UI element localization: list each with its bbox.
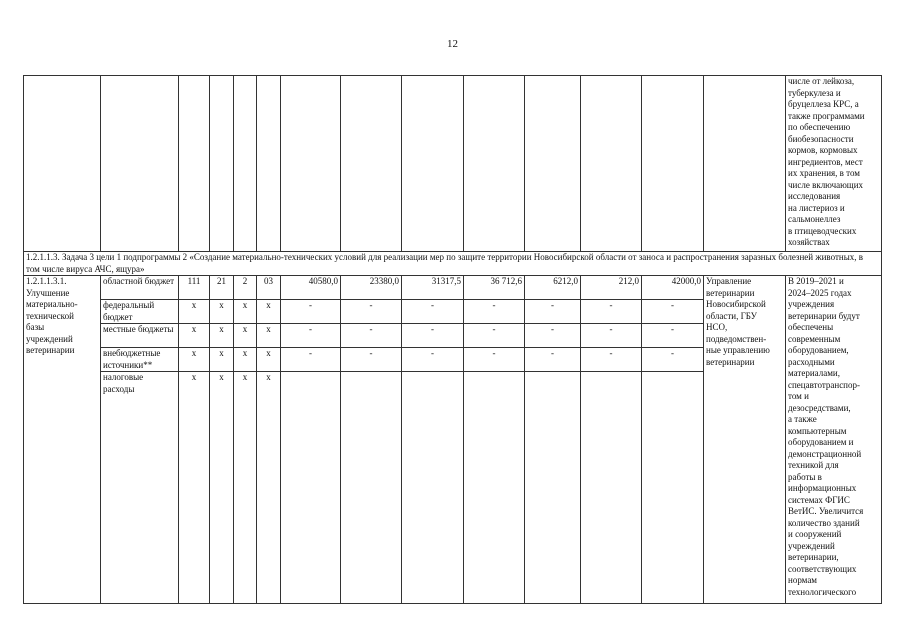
value-cell [402,372,464,604]
task-header-cell: 1.2.1.1.3. Задача 3 цели 1 подпрограммы 2 «Создание материально-технических условий для реализации мер по защите территории Новосибирской области от заноса и распространения заразных болезней животных, в том числе вируса АЧС, ящура» [24,252,882,276]
code-cell: х [210,324,234,348]
source-cell: местные бюджеты [101,324,179,348]
value-cell: - [281,324,341,348]
value-cell [464,372,525,604]
value-cell: - [642,324,704,348]
value-cell: 6212,0 [525,276,581,300]
code-cell: х [179,348,210,372]
value-cell: - [464,324,525,348]
value-cell: 212,0 [581,276,642,300]
value-cell: 42000,0 [642,276,704,300]
code-cell: х [257,372,281,604]
code-cell: х [234,324,257,348]
code-cell: х [179,300,210,324]
value-cell [281,372,341,604]
code-cell: х [234,348,257,372]
value-cell: - [281,300,341,324]
value-cell: 31317,5 [402,276,464,300]
value-cell: - [464,348,525,372]
value-cell: - [581,300,642,324]
value-cell: - [581,324,642,348]
value-cell: 23380,0 [341,276,402,300]
value-cell: - [341,324,402,348]
code-cell: х [257,300,281,324]
value-cell: - [581,348,642,372]
value-cell [642,372,704,604]
value-cell: - [281,348,341,372]
table-row [24,276,882,300]
task-header-row [24,252,882,276]
value-cell: - [402,348,464,372]
source-cell: областной бюджет [101,276,179,300]
value-cell: - [525,300,581,324]
value-cell [341,372,402,604]
code-cell: х [234,372,257,604]
code-cell: х [257,324,281,348]
code-cell: х [210,372,234,604]
result-cell: В 2019–2021 и 2024–2025 годах учреждения ветеринарии будут обеспечены современным оборудованием, расходными материалами, спецавтотранспор- том и дезосредствами, а также компьютерным оборудованием и демонстрационной техникой для работы в информационных системах ФГИС ВетИС. Увеличится количество зданий и сооружений учреждений ветеринарии, соответствующих нормам технологического [786,276,882,604]
source-cell: федеральный бюджет [101,300,179,324]
value-cell [581,372,642,604]
value-cell: - [341,300,402,324]
code-cell: х [210,348,234,372]
source-cell: налоговые расходы [101,372,179,604]
value-cell: - [402,324,464,348]
code-cell: х [179,372,210,604]
continuation-row [24,76,882,252]
value-cell: - [525,324,581,348]
value-cell: 40580,0 [281,276,341,300]
code-cell: 2 [234,276,257,300]
program-table [23,75,882,604]
value-cell: - [402,300,464,324]
code-cell: 111 [179,276,210,300]
value-cell: - [642,348,704,372]
value-cell: 36 712,6 [464,276,525,300]
value-cell: - [464,300,525,324]
code-cell: 03 [257,276,281,300]
value-cell: - [642,300,704,324]
source-cell: внебюджетные источники** [101,348,179,372]
code-cell: 21 [210,276,234,300]
page-number: 12 [447,38,458,50]
code-cell: х [179,324,210,348]
code-cell: х [257,348,281,372]
item-name-cell: 1.2.1.1.3.1. Улучшение материально- технической базы учреждений ветеринарии [24,276,101,604]
top-note-cell: числе от лейкоза, туберкулеза и бруцеллеза КРС, а также программами по обеспечению биобезопасности кормов, кормовых ингредиентов, мест их хранения, в том числе включающих исследования на листериоз и сальмонеллез в птицеводческих хозяйствах [786,76,882,252]
value-cell: - [525,348,581,372]
code-cell: х [210,300,234,324]
code-cell: х [234,300,257,324]
value-cell: - [341,348,402,372]
value-cell [525,372,581,604]
executor-cell: Управление ветеринарии Новосибирской области, ГБУ НСО, подведомствен- ные управлению ветеринарии [704,276,786,604]
